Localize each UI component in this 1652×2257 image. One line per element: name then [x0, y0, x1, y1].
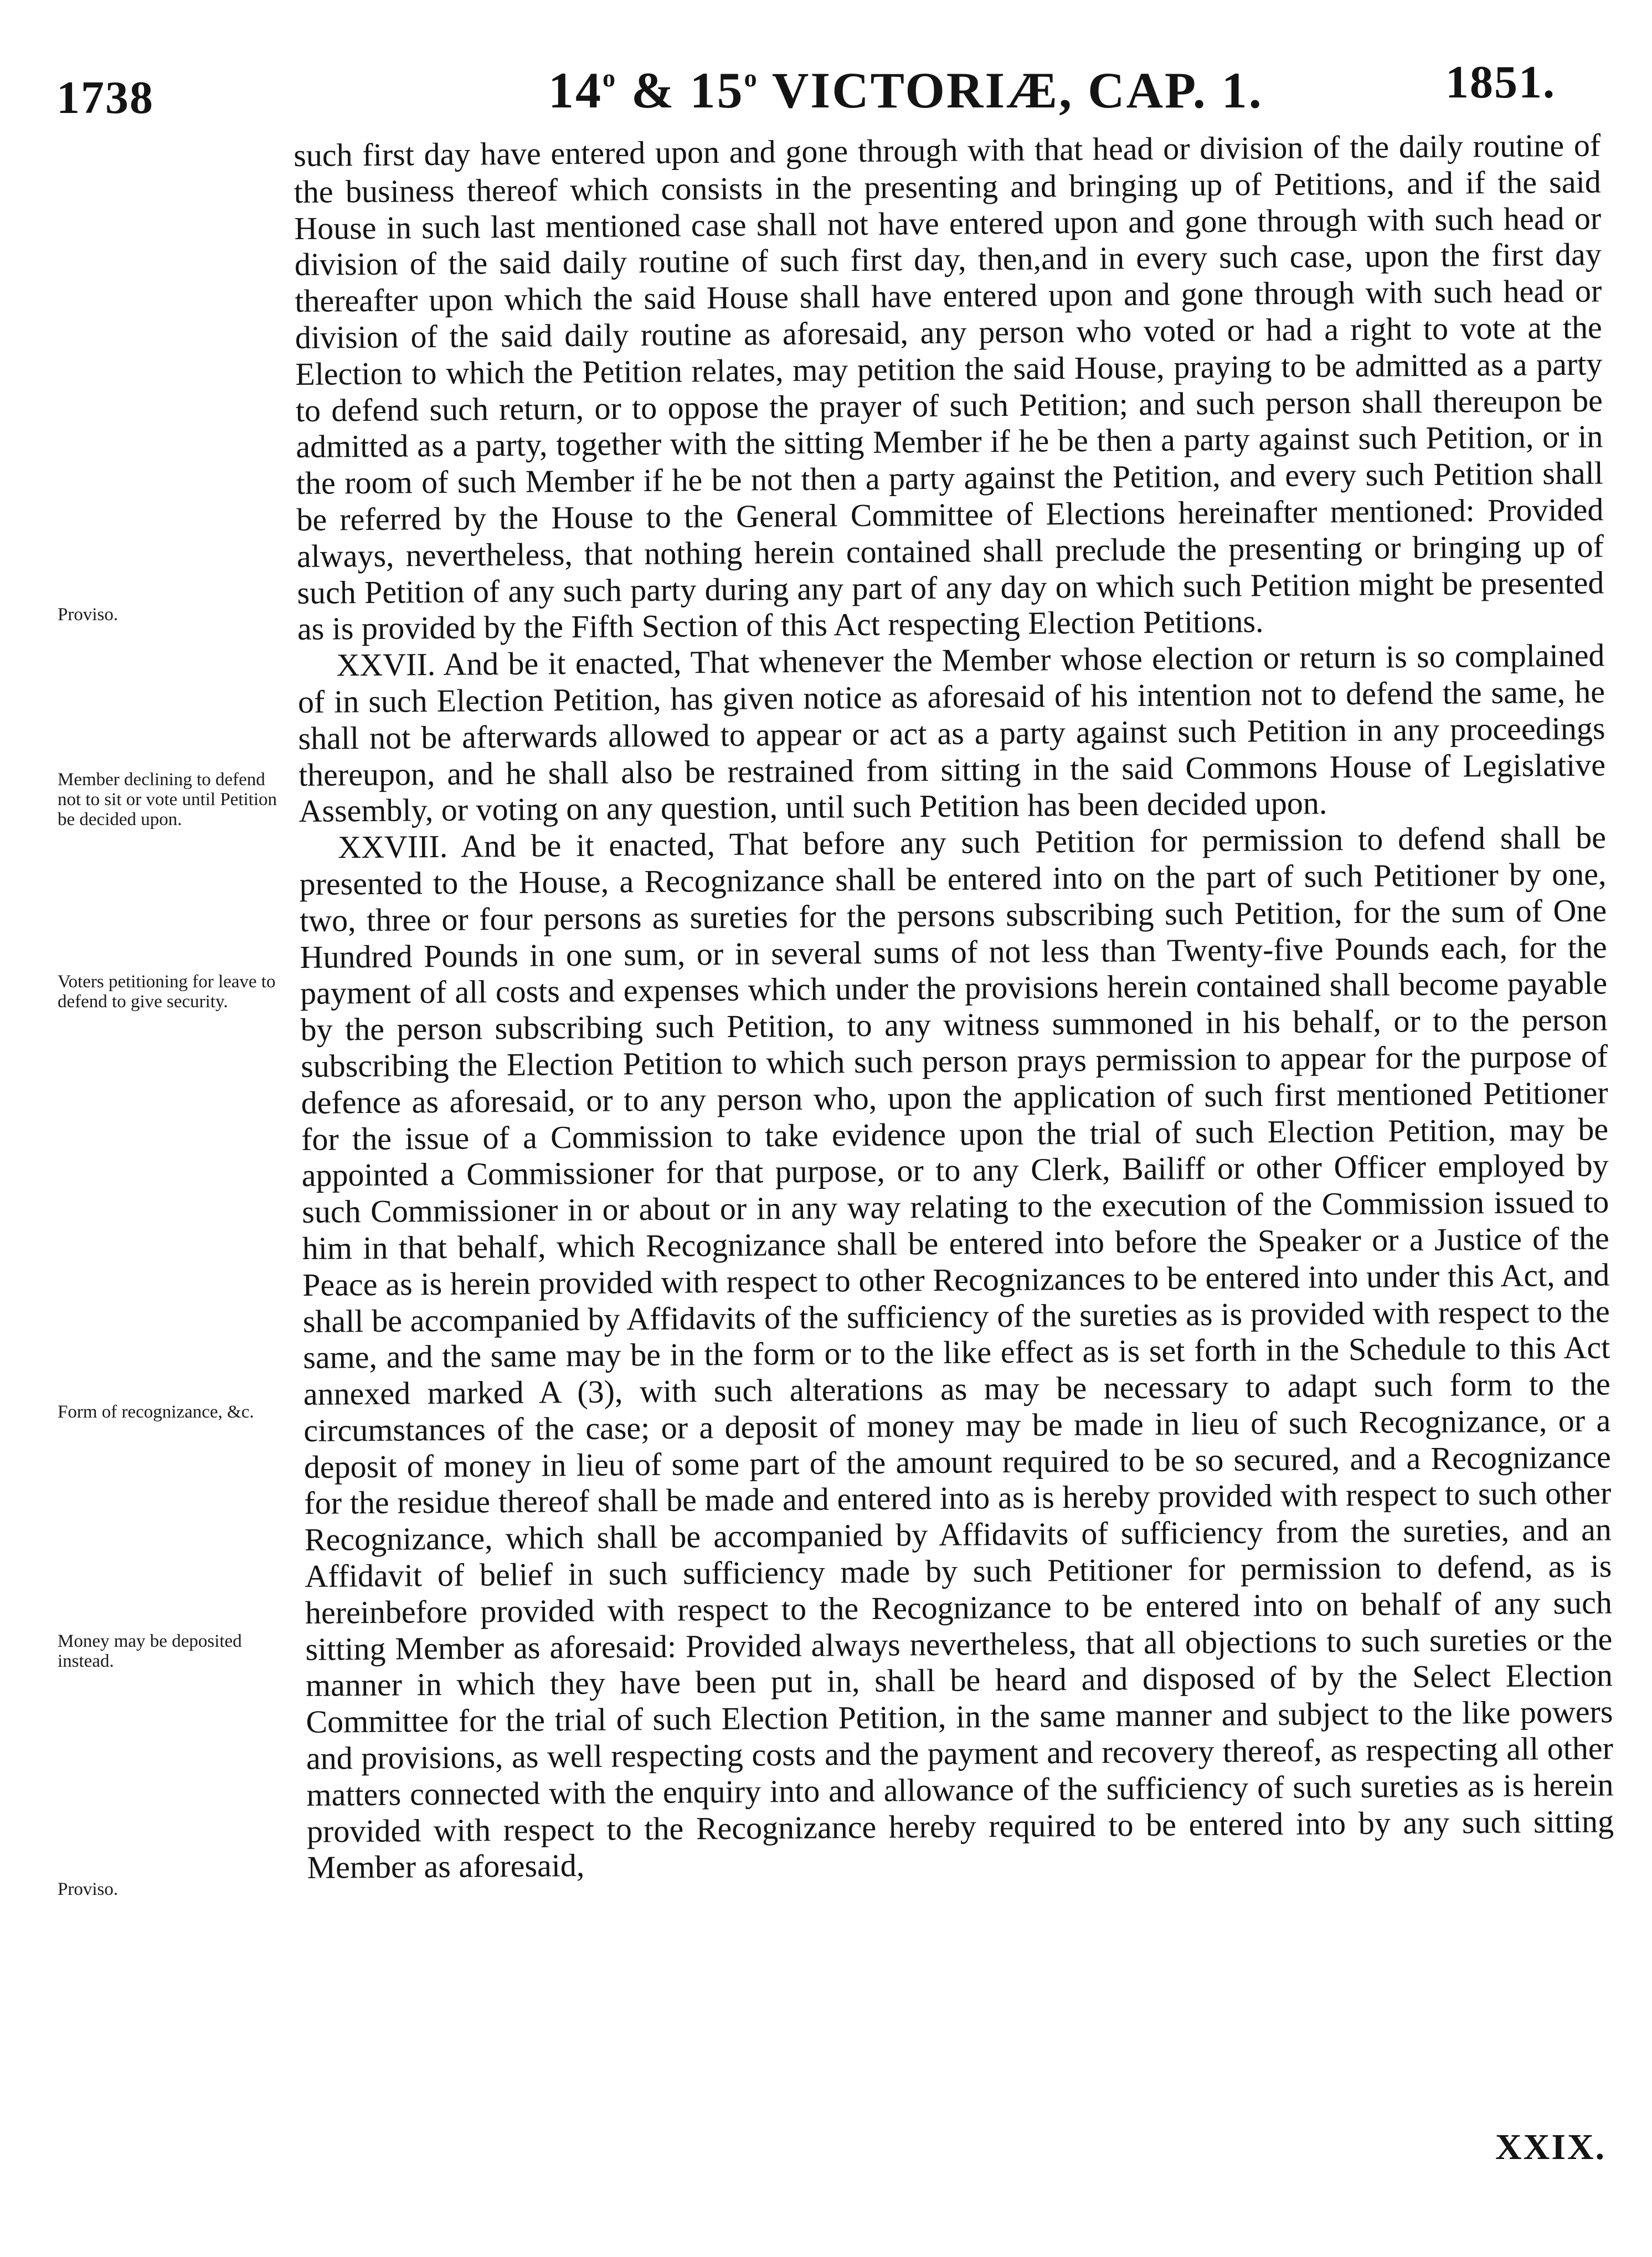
body-text	[294, 127, 1614, 1886]
paragraph-continued: such first day have entered upon and gone through with that head or division of the daily routine of the business thereof which consists in the presenting and bringing up of Petitions, and if the said House in such last mentioned case shall not have entered upon and gone through with such head or division of the said daily routine of such first day, then,and in every such case, upon the first day thereafter upon which the said House shall have entered upon and gone through with such head or division of the said daily routine as aforesaid, any person who voted or had a right to vote at the Election to which the Petition relates, may petition the said House, praying to be admitted as a party to defend such return, or to oppose the prayer of such Petition; and such person shall thereupon be admitted as a party, together with the sitting Member if he be then a party against such Petition, or in the room of such Member if he be not then a party against the Petition, and every such Petition shall be referred by the House to the General Committee of Elections hereinafter mentioned: Provided always, nevertheless, that nothing herein contained shall preclude the presenting or bringing up of such Petition of any such party during any part of any day on which such Petition might be presented as is provided by the Fifth Section of this Act respecting Election Petitions.	[294, 127, 1604, 647]
section-xxvii: XXVII. And be it enacted, That whenever the Member whose election or return is so complained of in such Election Petition, has given notice as aforesaid of his intention not to defend the same, he shall not be afterwards allowed to appear or act as a party against such Petition in any proceedings thereupon, and he shall also be restrained from sitting in the said Commons House of Legislative Assembly, or voting on any question, until such Petition has been decided upon.	[297, 637, 1606, 829]
title-sup2: o	[744, 64, 759, 92]
margin-note-proviso-second: Proviso.	[58, 1879, 119, 1899]
title-amp: & 15	[617, 62, 744, 118]
margin-note-member-declining: Member declining to defend not to sit or vote until Petition be decided upon.	[58, 770, 277, 829]
page-year: 1851.	[1445, 56, 1556, 108]
page-number: 1738	[56, 72, 154, 123]
running-title	[548, 61, 1351, 120]
margin-note-voters-petitioning: Voters petitioning for leave to defend to give security.	[58, 972, 276, 1012]
title-part2: VICTORIÆ, CAP. 1.	[758, 62, 1263, 118]
title-sup1: o	[603, 64, 617, 92]
catchword: XXIX.	[1495, 2127, 1607, 2167]
section-xxviii: XXVIII. And be it enacted, That before any such Petition for permission to defend shall be presented to the House, a Recognizance shall be entered into on the part of such Petitioner by one, two, three or four persons as sureties for the persons subscribing such Petition, for the sum of One Hundred Pounds in one sum, or in several sums of not less than Twenty-five Pounds each, for the payment of all costs and expenses which under the provisions herein contained shall become payable by the person subscribing such Petition, to any witness summoned in his behalf, or to the person subscribing the Election Petition to which such person prays permission to appear for the purpose of defence as aforesaid, or to any person who, upon the application of such first mentioned Petitioner for the issue of a Commission to take evidence upon the trial of such Election Petition, may be appointed a Commissioner for that purpose, or to any Clerk, Bailiff or other Officer employed by such Commissioner in or about or in any way relating to the execution of the Commission issued to him in that behalf, which Recognizance shall be entered into before the Speaker or a Justice of the Peace as is herein provided with respect to other Recognizances to be entered into under this Act, and shall be accompanied by Affidavits of the sufficiency of the sureties as is provided with respect to the same, and the same may be in the form or to the like effect as is set forth in the Schedule to this Act annexed marked A (3), with such alterations as may be necessary to adapt such form to the circumstances of the case; or a deposit of money may be made in lieu of such Recognizance, or a deposit of money in lieu of some part of the amount required to be so secured, and a Recognizance for the residue thereof shall be made and entered into as is hereby provided with respect to such other Recognizance, which shall be accompanied by Affidavits of sufficiency from the sureties, and an Affidavit of belief in such sufficiency made by such Petitioner for permission to defend, as is hereinbefore provided with respect to the Recognizance to be entered into on behalf of any such sitting Member as aforesaid: Provided always nevertheless, that all objections to such sureties or the manner in which they have been put in, shall be heard and disposed of by the Select Election Committee for the trial of such Election Petition, in the same manner and subject to the like powers and provisions, as well respecting costs and the payment and recovery thereof, as respecting all other matters connected with the enquiry into and allowance of the sufficiency of such sureties as is herein provided with respect to the Recognizance hereby required to be entered into by any such sitting Member as aforesaid,	[299, 819, 1614, 1886]
margin-note-money-deposited: Money may be deposited instead.	[58, 1631, 242, 1671]
title-part1: 14	[548, 62, 603, 118]
margin-note-form-of-recognizance: Form of recognizance, &c.	[58, 1402, 254, 1422]
margin-note-proviso: Proviso.	[58, 605, 119, 625]
